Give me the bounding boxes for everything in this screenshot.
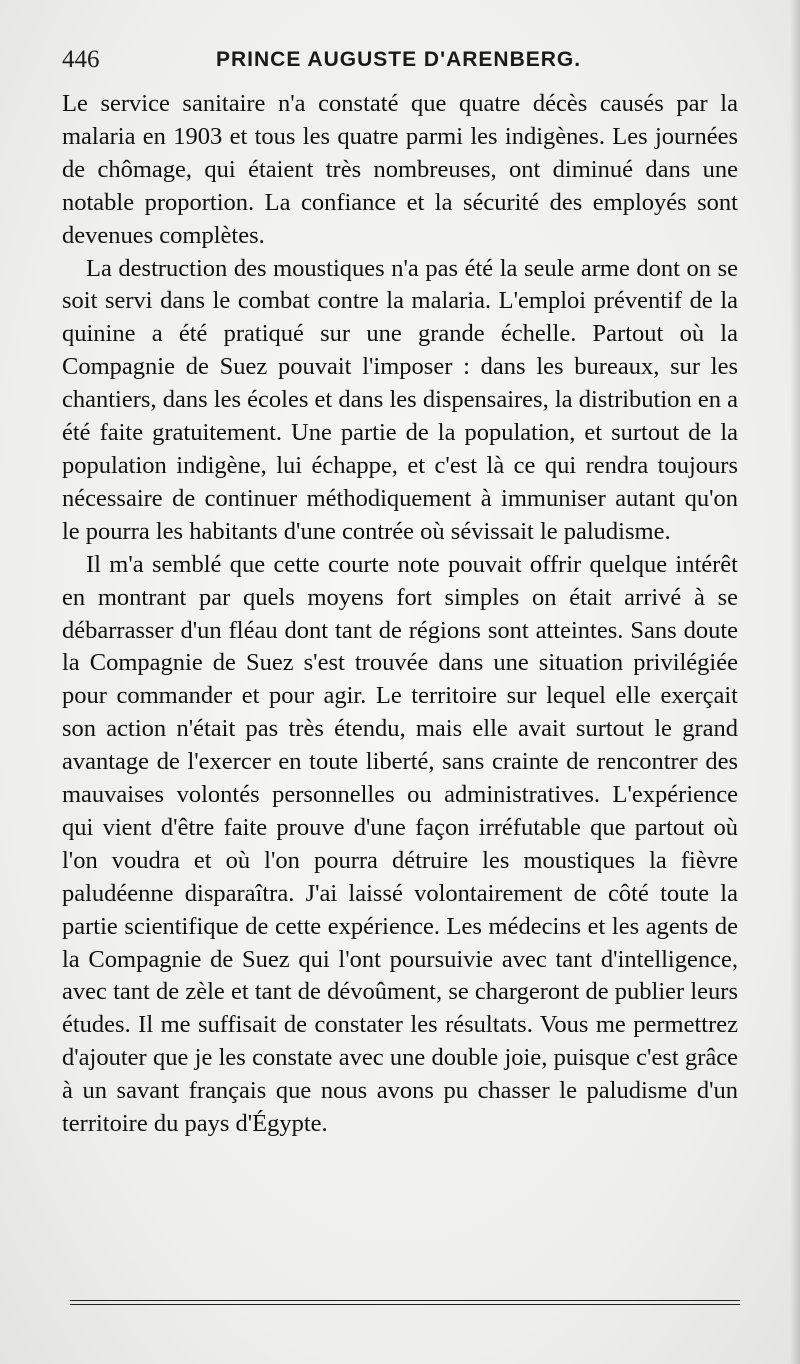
end-rule-thick	[70, 1300, 740, 1301]
end-rule	[70, 1300, 740, 1308]
page-number: 446	[62, 46, 100, 73]
paragraph-3: Il m'a semblé que cette courte note pouvait offrir quelque intérêt en montrant par quels moyens fort simples on était arrivé à se débarrasser d'un fléau dont tant de régions sont atteintes. Sans doute la Compagnie de Suez s'est trouvée dans une situation privilégiée pour commander et pour agir. Le territoire sur lequel elle exerçait son action n'était pas très étendu, mais elle avait surtout le grand avantage de l'exercer en toute liberté, sans crainte de rencontrer des mauvaises volontés personnelles ou administratives. L'expérience qui vient d'être faite prouve d'une façon irréfutable que partout où l'on voudra et où l'on pourra détruire les moustiques la fièvre paludéenne disparaîtra. J'ai laissé volontairement de côté toute la partie scientifique de cette expérience. Les médecins et les agents de la Compagnie de Suez qui l'ont poursuivie avec tant d'intelligence, avec tant de zèle et tant de dévoûment, se chargeront de publier leurs études. Il me suffisait de constater les résultats. Vous me permettrez d'ajouter que je les constate avec une double joie, puisque c'est grâce à un savant français que nous avons pu chasser le paludisme d'un territoire du pays d'Égypte.	[62, 550, 738, 1138]
paragraph-1: Le service sanitaire n'a constaté que quatre décès causés par la malaria en 1903 et tous les quatre parmi les indigènes. Les journées de chômage, qui étaient très nombreuses, ont diminué dans une notable proportion. La confiance et la sécurité des employés sont devenues complètes.	[62, 90, 738, 249]
page-header	[62, 40, 740, 80]
scan-shadow	[790, 0, 800, 1364]
paragraph-2: La destruction des moustiques n'a pas été la seule arme dont on se soit servi dans le combat contre la malaria. L'emploi préventif de la quinine a été pratiqué sur une grande échelle. Partout où la Compagnie de Suez pouvait l'imposer : dans les bureaux, sur les chantiers, dans les écoles et dans les dispensaires, la distribution en a été faite gratuitement. Une partie de la population, et surtout de la population indigène, lui échappe, et c'est là ce qui rendra toujours nécessaire de continuer méthodiquement à immuniser autant qu'on le pourra les habitants d'une contrée où sévissait le paludisme.	[62, 254, 738, 545]
running-title: PRINCE AUGUSTE D'ARENBERG.	[216, 48, 582, 71]
end-rule-thin	[70, 1304, 740, 1305]
body-text	[62, 88, 738, 1141]
